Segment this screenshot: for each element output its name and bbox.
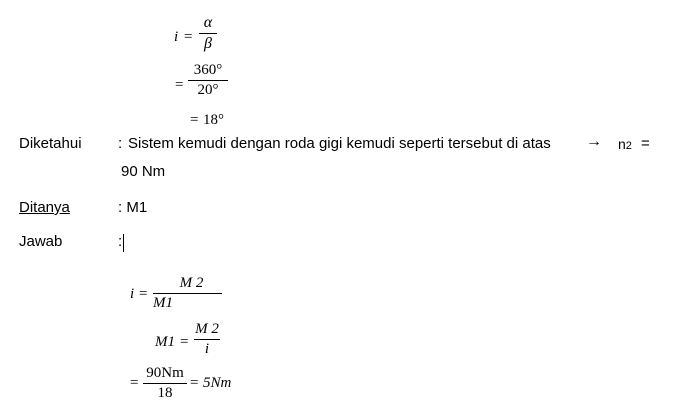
asked-text: : M1 (118, 199, 148, 216)
formula-eq-3: = (190, 112, 199, 128)
arrow-icon: → (586, 133, 602, 150)
numerator-m2-b: M 2 (195, 321, 219, 337)
result-5nm: 5Nm (203, 375, 232, 391)
n-letter: n (618, 136, 626, 152)
denominator-18: 18 (157, 385, 173, 401)
formula-i: i (174, 29, 179, 45)
text-cursor[interactable] (123, 234, 124, 252)
formula-eq-5: = (180, 334, 189, 350)
n-subscript: 2 (625, 140, 632, 152)
formula-eq-6: = (130, 375, 139, 391)
fraction-bar (143, 383, 187, 384)
fraction-m2-m1 (153, 276, 222, 311)
given-value: 90 Nm (121, 163, 166, 180)
n-equals: = (641, 135, 650, 152)
fraction-90-18 (143, 366, 187, 401)
beta-symbol: β (204, 35, 212, 52)
denominator-i: i (204, 341, 210, 357)
numerator-90nm: 90Nm (146, 365, 184, 381)
given-colon: : (118, 135, 123, 152)
n-variable (618, 136, 632, 152)
asked-label: Ditanya (19, 199, 70, 216)
denominator-20: 20° (197, 82, 219, 98)
formula-eq: = (184, 29, 193, 45)
result-18: 18° (203, 112, 224, 128)
answer-label: Jawab (19, 233, 63, 250)
formula-i-2: i (130, 286, 135, 302)
lhs-m1: M1 (155, 334, 175, 350)
formula-eq-7: = (190, 375, 199, 391)
given-label: Diketahui (19, 135, 82, 152)
fraction-m2-i (194, 322, 220, 357)
formula-eq-4: = (139, 286, 148, 302)
fraction-bar (199, 33, 217, 34)
fraction-bar (153, 293, 222, 294)
formula-eq-2: = (175, 77, 184, 93)
answer-colon: : (118, 233, 123, 250)
fraction-bar (188, 80, 228, 81)
fraction-bar (194, 339, 220, 340)
given-text: Sistem kemudi dengan roda gigi kemudi seperti tersebut di atas (128, 135, 551, 152)
fraction-alpha-beta (199, 15, 217, 52)
numerator-360: 360° (193, 62, 223, 78)
fraction-360-20 (188, 63, 228, 98)
numerator-m2: M 2 (179, 275, 204, 291)
alpha-symbol: α (203, 14, 213, 31)
denominator-m1: M1 (153, 295, 173, 311)
